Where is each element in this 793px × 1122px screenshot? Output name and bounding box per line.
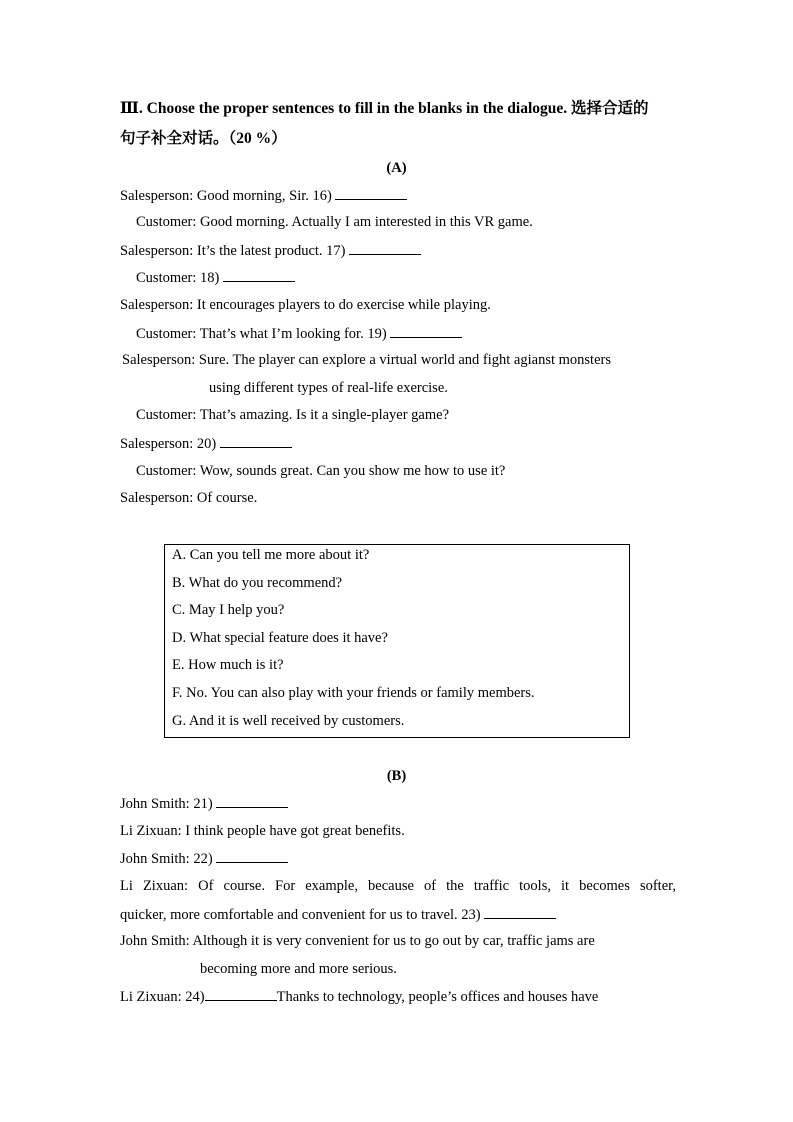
option-c: C. May I help you?: [172, 602, 285, 618]
dialogue-text: I think people have got great benefits.: [185, 823, 405, 839]
dialogue-line: [120, 933, 595, 950]
speaker-label: Customer:: [136, 463, 197, 479]
speaker-label: John Smith:: [120, 933, 190, 949]
speaker-label: Salesperson:: [120, 297, 194, 313]
speaker-label: Salesperson:: [122, 352, 196, 368]
dialogue-text: 24): [185, 989, 205, 1005]
dialogue-text: Of course. For example, because of the traffic tools, it becomes softer,: [198, 878, 677, 894]
answer-blank-24[interactable]: [205, 988, 277, 1001]
dialogue-line: [120, 490, 257, 507]
dialogue-line: [120, 297, 491, 314]
speaker-label: Customer:: [136, 407, 197, 423]
speaker-label: Customer:: [136, 326, 197, 342]
dialogue-line: [136, 325, 462, 343]
speaker-label: Salesperson:: [120, 188, 194, 204]
option-f: F. No. You can also play with your friends or family members.: [172, 685, 535, 701]
dialogue-text: That’s amazing. Is it a single-player game?: [199, 407, 450, 423]
speaker-label: Customer:: [136, 214, 197, 230]
dialogue-line: [120, 878, 676, 895]
options-box: [164, 544, 630, 738]
dialogue-continuation: becoming more and more serious.: [200, 961, 397, 977]
dialogue-text: quicker, more comfortable and convenient for us to travel. 23): [120, 907, 481, 923]
dialogue-continuation: [120, 906, 556, 924]
speaker-label: Li Zixuan:: [120, 823, 182, 839]
option-e: E. How much is it?: [172, 657, 284, 673]
speaker-label: John Smith:: [120, 796, 190, 812]
answer-blank-18[interactable]: [223, 269, 295, 282]
dialogue-text: Good morning, Sir. 16): [196, 188, 332, 204]
dialogue-line: [120, 850, 288, 868]
speaker-label: Customer:: [136, 270, 197, 286]
dialogue-text: It’s the latest product. 17): [196, 243, 346, 259]
dialogue-line: [120, 988, 598, 1006]
option-a: A. Can you tell me more about it?: [172, 547, 370, 563]
part-a-title: (A): [386, 160, 407, 176]
dialogue-line: [136, 407, 449, 424]
dialogue-line: [120, 435, 292, 453]
dialogue-text: Sure. The player can explore a virtual world and fight agianst monsters: [198, 352, 611, 368]
dialogue-line: [136, 214, 533, 231]
speaker-label: Salesperson:: [120, 436, 194, 452]
dialogue-text: Wow, sounds great. Can you show me how to use it?: [199, 463, 506, 479]
option-b: B. What do you recommend?: [172, 575, 343, 591]
answer-blank-21[interactable]: [216, 795, 288, 808]
dialogue-line: [120, 823, 405, 840]
dialogue-line: [120, 242, 421, 260]
speaker-label: John Smith:: [120, 851, 190, 867]
dialogue-text: 20): [196, 436, 217, 452]
answer-blank-16[interactable]: [335, 187, 407, 200]
dialogue-continuation: using different types of real-life exercise.: [209, 380, 448, 396]
dialogue-text: It encourages players to do exercise while playing.: [196, 297, 491, 313]
answer-blank-20[interactable]: [220, 435, 292, 448]
section-heading-line-2: 句子补全对话。（20 %）: [120, 130, 287, 147]
dialogue-text: That’s what I’m looking for. 19): [199, 326, 387, 342]
speaker-label: Li Zixuan:: [120, 878, 189, 894]
dialogue-line: [120, 187, 407, 205]
dialogue-text-after-blank: Thanks to technology, people’s offices and houses have: [276, 989, 599, 1005]
speaker-label: Salesperson:: [120, 490, 194, 506]
dialogue-text: 21): [193, 796, 213, 812]
dialogue-line: [120, 795, 288, 813]
dialogue-line: [122, 352, 611, 369]
part-b-title: (B): [386, 768, 407, 784]
option-d: D. What special feature does it have?: [172, 630, 388, 646]
dialogue-text: 18): [200, 270, 220, 286]
answer-blank-23[interactable]: [484, 906, 556, 919]
dialogue-line: [136, 269, 295, 287]
dialogue-text: Good morning. Actually I am interested in this VR game.: [200, 214, 533, 230]
speaker-label: Salesperson:: [120, 243, 194, 259]
option-g: G. And it is well received by customers.: [172, 713, 405, 729]
dialogue-text: 22): [193, 851, 213, 867]
answer-blank-17[interactable]: [349, 242, 421, 255]
answer-blank-22[interactable]: [216, 850, 288, 863]
answer-blank-19[interactable]: [390, 325, 462, 338]
dialogue-line: [136, 463, 505, 480]
section-heading-line-1: Ⅲ. Choose the proper sentences to fill in the blanks in the dialogue. 选择合适的: [120, 100, 649, 117]
speaker-label: Li Zixuan:: [120, 989, 182, 1005]
dialogue-text: Of course.: [196, 490, 258, 506]
dialogue-text: Although it is very convenient for us to go out by car, traffic jams are: [192, 933, 595, 949]
